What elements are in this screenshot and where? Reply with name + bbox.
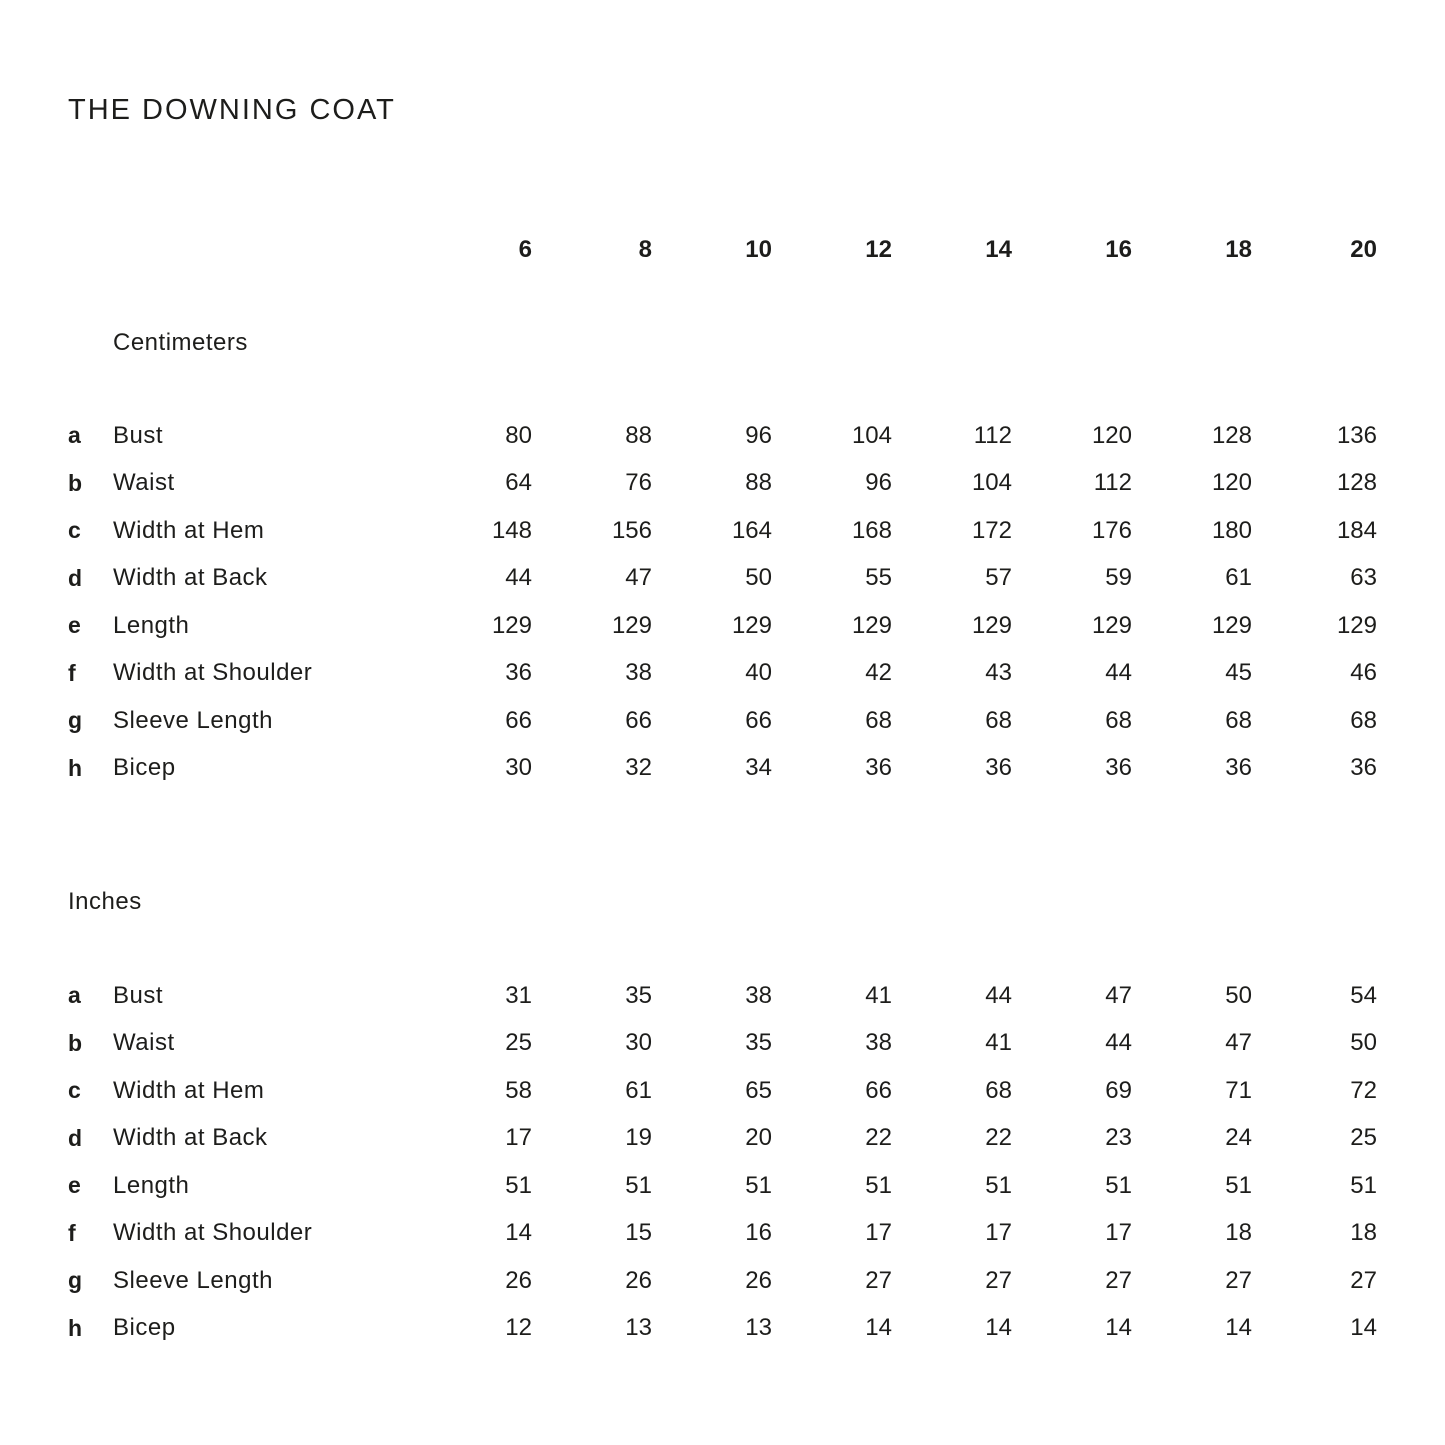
measurement-value: 128	[1211, 421, 1252, 449]
measurement-value: 17	[1105, 1219, 1132, 1247]
measurement-value: 129	[971, 611, 1012, 639]
row-letter: h	[68, 1314, 83, 1341]
measurement-value: 50	[745, 564, 772, 592]
measurement-value: 36	[985, 754, 1012, 782]
measurement-value: 22	[985, 1124, 1012, 1152]
measurement-value: 136	[1336, 421, 1377, 449]
measurement-value: 76	[625, 469, 652, 497]
measurement-value: 44	[1105, 1029, 1132, 1057]
measurement-value: 19	[625, 1124, 652, 1152]
measurement-value: 68	[1350, 706, 1377, 734]
measurement-value: 45	[1225, 659, 1252, 687]
measurement-value: 148	[491, 516, 532, 544]
measurement-value: 18	[1225, 1219, 1252, 1247]
measurement-value: 51	[865, 1171, 892, 1199]
measurement-value: 40	[745, 659, 772, 687]
measurement-row	[68, 602, 1445, 650]
measurement-row	[68, 1305, 1445, 1353]
measurement-value: 23	[1105, 1124, 1132, 1152]
measurement-value: 66	[865, 1076, 892, 1104]
measurement-value: 66	[745, 706, 772, 734]
measurement-row	[68, 555, 1445, 603]
row-label: Sleeve Length	[113, 1266, 273, 1294]
measurement-value: 50	[1350, 1029, 1377, 1057]
measurement-value: 35	[745, 1029, 772, 1057]
measurement-value: 72	[1350, 1076, 1377, 1104]
row-label: Width at Shoulder	[113, 1219, 313, 1247]
measurement-value: 64	[505, 469, 532, 497]
measurement-value: 38	[865, 1029, 892, 1057]
measurement-row	[68, 460, 1445, 508]
row-letter: c	[68, 517, 81, 544]
measurement-value: 50	[1225, 981, 1252, 1009]
measurement-value: 129	[851, 611, 892, 639]
measurement-value: 184	[1336, 516, 1377, 544]
measurement-value: 41	[865, 981, 892, 1009]
measurement-value: 59	[1105, 564, 1132, 592]
measurement-value: 69	[1105, 1076, 1132, 1104]
measurement-value: 168	[851, 516, 892, 544]
measurement-value: 31	[505, 981, 532, 1009]
page-title: THE DOWNING COAT	[68, 94, 396, 126]
row-label: Waist	[113, 1029, 175, 1057]
measurement-value: 46	[1350, 659, 1377, 687]
measurement-value: 112	[1093, 469, 1132, 497]
measurement-value: 128	[1336, 469, 1377, 497]
measurement-value: 63	[1350, 564, 1377, 592]
measurement-value: 66	[625, 706, 652, 734]
measurement-value: 68	[865, 706, 892, 734]
measurement-value: 120	[1211, 469, 1252, 497]
measurement-value: 172	[971, 516, 1012, 544]
measurement-value: 96	[745, 421, 772, 449]
measurement-value: 30	[505, 754, 532, 782]
measurement-value: 176	[1091, 516, 1132, 544]
measurement-value: 44	[1105, 659, 1132, 687]
measurement-value: 36	[1105, 754, 1132, 782]
measurement-value: 27	[985, 1266, 1012, 1294]
measurement-value: 96	[865, 469, 892, 497]
measurement-value: 104	[971, 469, 1012, 497]
measurement-value: 120	[1091, 421, 1132, 449]
measurement-row	[68, 1162, 1445, 1210]
size-chart-table	[68, 226, 1445, 1352]
measurement-row	[68, 1257, 1445, 1305]
row-label: Length	[113, 611, 190, 639]
row-label: Width at Hem	[113, 1076, 265, 1104]
measurement-value: 88	[625, 421, 652, 449]
row-label: Length	[113, 1171, 190, 1199]
row-letter: b	[68, 469, 83, 496]
row-label: Waist	[113, 469, 175, 497]
inches-section-label: Inches	[68, 888, 142, 915]
measurement-row	[68, 1067, 1445, 1115]
row-letter: a	[68, 982, 81, 1009]
row-label: Bicep	[113, 1314, 176, 1342]
row-label: Bust	[113, 981, 164, 1009]
measurement-value: 34	[745, 754, 772, 782]
measurement-value: 42	[865, 659, 892, 687]
measurement-value: 17	[865, 1219, 892, 1247]
measurement-value: 17	[505, 1124, 532, 1152]
row-label: Sleeve Length	[113, 706, 273, 734]
row-letter: h	[68, 754, 83, 781]
measurement-value: 36	[1350, 754, 1377, 782]
size-column-header: 10	[745, 236, 772, 263]
measurement-value: 35	[625, 981, 652, 1009]
measurement-value: 36	[1225, 754, 1252, 782]
measurement-value: 61	[1225, 564, 1252, 592]
size-column-header: 6	[518, 236, 532, 263]
measurement-row	[68, 697, 1445, 745]
measurement-value: 156	[611, 516, 652, 544]
size-column-header: 14	[985, 236, 1012, 263]
measurement-value: 13	[745, 1314, 772, 1342]
measurement-value: 129	[611, 611, 652, 639]
row-letter: d	[68, 564, 83, 591]
measurement-value: 14	[1105, 1314, 1132, 1342]
measurement-value: 18	[1350, 1219, 1377, 1247]
measurement-value: 51	[1105, 1171, 1132, 1199]
measurement-value: 16	[745, 1219, 772, 1247]
size-column-header: 18	[1225, 236, 1252, 263]
row-letter: c	[68, 1077, 81, 1104]
measurement-value: 129	[1211, 611, 1252, 639]
measurement-value: 27	[1105, 1266, 1132, 1294]
measurement-value: 55	[865, 564, 892, 592]
measurement-value: 14	[1350, 1314, 1377, 1342]
measurement-value: 20	[745, 1124, 772, 1152]
row-letter: e	[68, 612, 81, 639]
row-label: Bicep	[113, 754, 176, 782]
row-letter: b	[68, 1029, 83, 1056]
measurement-value: 22	[865, 1124, 892, 1152]
measurement-value: 80	[505, 421, 532, 449]
size-column-header: 12	[865, 236, 892, 263]
measurement-value: 25	[505, 1029, 532, 1057]
measurement-value: 14	[505, 1219, 532, 1247]
row-letter: f	[68, 1219, 76, 1246]
measurement-value: 14	[865, 1314, 892, 1342]
row-label: Width at Back	[113, 564, 268, 592]
row-label: Width at Shoulder	[113, 659, 313, 687]
measurement-value: 44	[985, 981, 1012, 1009]
measurement-value: 57	[985, 564, 1012, 592]
measurement-row	[68, 1210, 1445, 1258]
row-letter: a	[68, 422, 81, 449]
row-label: Width at Back	[113, 1124, 268, 1152]
measurement-value: 180	[1211, 516, 1252, 544]
size-header-row	[68, 226, 1445, 274]
measurement-value: 71	[1225, 1076, 1252, 1104]
measurement-value: 30	[625, 1029, 652, 1057]
measurement-value: 41	[985, 1029, 1012, 1057]
measurement-row	[68, 1115, 1445, 1163]
measurement-value: 14	[985, 1314, 1012, 1342]
measurement-value: 36	[865, 754, 892, 782]
measurement-value: 51	[745, 1171, 772, 1199]
section-row-centimeters	[68, 319, 1445, 367]
measurement-value: 68	[985, 706, 1012, 734]
measurement-value: 38	[625, 659, 652, 687]
measurement-value: 51	[1350, 1171, 1377, 1199]
size-column-header: 20	[1350, 236, 1377, 263]
measurement-row	[68, 1020, 1445, 1068]
measurement-value: 47	[1225, 1029, 1252, 1057]
measurement-value: 129	[731, 611, 772, 639]
measurement-value: 51	[985, 1171, 1012, 1199]
measurement-value: 47	[1105, 981, 1132, 1009]
measurement-value: 129	[1336, 611, 1377, 639]
measurement-value: 88	[745, 469, 772, 497]
measurement-value: 112	[973, 421, 1012, 449]
measurement-value: 26	[745, 1266, 772, 1294]
measurement-value: 38	[745, 981, 772, 1009]
measurement-value: 51	[505, 1171, 532, 1199]
measurement-value: 24	[1225, 1124, 1252, 1152]
measurement-value: 47	[625, 564, 652, 592]
measurement-value: 164	[731, 516, 772, 544]
measurement-value: 51	[1225, 1171, 1252, 1199]
measurement-row	[68, 972, 1445, 1020]
measurement-value: 36	[505, 659, 532, 687]
measurement-value: 129	[491, 611, 532, 639]
size-column-header: 16	[1105, 236, 1132, 263]
measurement-value: 65	[745, 1076, 772, 1104]
section-row-inches	[68, 878, 1445, 926]
measurement-value: 27	[1225, 1266, 1252, 1294]
measurement-value: 27	[865, 1266, 892, 1294]
measurement-value: 54	[1350, 981, 1377, 1009]
measurement-value: 12	[505, 1314, 532, 1342]
row-label: Bust	[113, 421, 164, 449]
measurement-value: 58	[505, 1076, 532, 1104]
measurement-value: 104	[851, 421, 892, 449]
measurement-value: 15	[625, 1219, 652, 1247]
measurement-value: 14	[1225, 1314, 1252, 1342]
row-label: Width at Hem	[113, 516, 265, 544]
measurement-value: 66	[505, 706, 532, 734]
measurement-value: 26	[625, 1266, 652, 1294]
measurement-value: 61	[625, 1076, 652, 1104]
row-letter: d	[68, 1124, 83, 1151]
measurement-value: 44	[505, 564, 532, 592]
measurement-value: 32	[625, 754, 652, 782]
measurement-value: 43	[985, 659, 1012, 687]
row-letter: f	[68, 659, 76, 686]
measurement-value: 68	[1225, 706, 1252, 734]
row-letter: g	[68, 1267, 83, 1294]
measurement-value: 13	[625, 1314, 652, 1342]
measurement-row	[68, 507, 1445, 555]
measurement-row	[68, 745, 1445, 793]
measurement-value: 27	[1350, 1266, 1377, 1294]
measurement-row	[68, 650, 1445, 698]
measurement-value: 25	[1350, 1124, 1377, 1152]
row-letter: e	[68, 1172, 81, 1199]
measurement-value: 129	[1091, 611, 1132, 639]
centimeters-section-label: Centimeters	[113, 329, 248, 356]
measurement-value: 17	[985, 1219, 1012, 1247]
measurement-value: 26	[505, 1266, 532, 1294]
measurement-value: 51	[625, 1171, 652, 1199]
measurement-value: 68	[985, 1076, 1012, 1104]
row-letter: g	[68, 707, 83, 734]
measurement-value: 68	[1105, 706, 1132, 734]
size-column-header: 8	[638, 236, 652, 263]
measurement-row	[68, 412, 1445, 460]
